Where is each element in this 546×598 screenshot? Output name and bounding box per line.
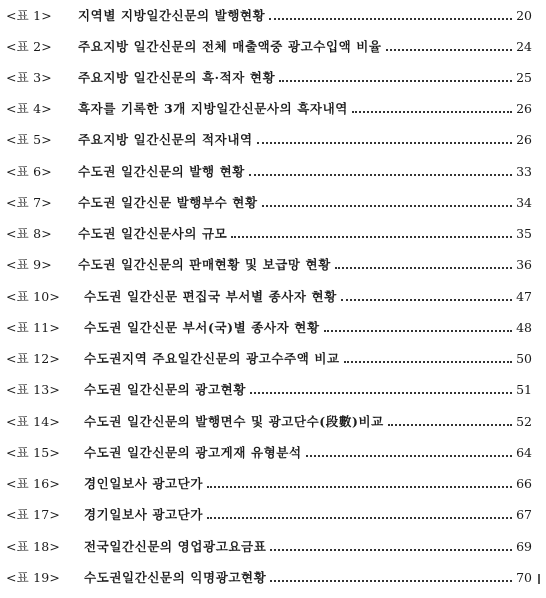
table-title: 전국일간신문의 영업광고요금표	[84, 539, 267, 554]
page-number: 51	[516, 382, 532, 397]
table-title: 수도권 일간신문의 광고현황	[84, 382, 247, 397]
table-title: 수도권 일간신문사의 규모	[78, 226, 228, 241]
page-number: 26	[516, 101, 532, 116]
toc-entry	[6, 160, 532, 180]
page-number: 64	[516, 445, 532, 460]
table-title: 주요지방 일간신문의 전체 매출액중 광고수입액 비율	[78, 39, 382, 54]
dot-leader	[388, 424, 512, 426]
table-number: <표 9>	[6, 257, 52, 272]
table-number: <표 16>	[6, 476, 61, 491]
page-number: 20	[516, 8, 532, 23]
page-number: 24	[516, 39, 532, 54]
page-number: 26	[516, 132, 532, 147]
page-number: 70	[516, 570, 532, 585]
page-number: 69	[516, 539, 532, 554]
page-number: 52	[516, 414, 532, 429]
toc-entry	[6, 566, 532, 586]
toc-entry	[6, 285, 532, 305]
toc-entry	[6, 503, 532, 523]
table-number: <표 4>	[6, 101, 52, 116]
dot-leader	[207, 486, 512, 488]
dot-leader	[344, 361, 512, 363]
dot-leader	[250, 392, 512, 394]
table-number: <표 7>	[6, 195, 52, 210]
page-number: 47	[516, 289, 532, 304]
page-number: 33	[516, 164, 532, 179]
table-number: <표 3>	[6, 70, 52, 85]
table-number: <표 17>	[6, 507, 61, 522]
toc-entry	[6, 316, 532, 336]
toc-entry	[6, 253, 532, 273]
page-number: 34	[516, 195, 532, 210]
toc-entry	[6, 441, 532, 461]
page-number: 48	[516, 320, 532, 335]
dot-leader	[262, 205, 512, 207]
toc-entry	[6, 128, 532, 148]
toc-entry	[6, 66, 532, 86]
dot-leader	[306, 455, 512, 457]
dot-leader	[279, 80, 512, 82]
toc-entry	[6, 4, 532, 24]
toc-entry	[6, 35, 532, 55]
table-title: 지역별 지방일간신문의 발행현황	[78, 8, 266, 23]
dot-leader	[269, 18, 512, 20]
dot-leader	[335, 267, 512, 269]
table-title: 경인일보사 광고단가	[84, 476, 204, 491]
page-number: 36	[516, 257, 532, 272]
page-number: 35	[516, 226, 532, 241]
table-number: <표 15>	[6, 445, 61, 460]
table-number: <표 19>	[6, 570, 61, 585]
dot-leader	[386, 49, 512, 51]
dot-leader	[270, 580, 512, 582]
table-title: 수도권 일간신문의 광고게재 유형분석	[84, 445, 302, 460]
dot-leader	[231, 236, 512, 238]
toc-entry	[6, 222, 532, 242]
table-number: <표 11>	[6, 320, 61, 335]
table-number: <표 2>	[6, 39, 52, 54]
page-number: 67	[516, 507, 532, 522]
dot-leader	[352, 111, 512, 113]
table-title: 수도권지역 주요일간신문의 광고수주액 비교	[84, 351, 340, 366]
scan-edge-mark	[538, 574, 540, 584]
page-number: 50	[516, 351, 532, 366]
table-title: 주요지방 일간신문의 적자내역	[78, 132, 253, 147]
toc-entry	[6, 472, 532, 492]
table-number: <표 13>	[6, 382, 61, 397]
table-title: 수도권 일간신문의 발행 현황	[78, 164, 245, 179]
dot-leader	[249, 174, 512, 176]
table-title: 수도권일간신문의 익명광고현황	[84, 570, 267, 585]
dot-leader	[270, 549, 512, 551]
table-number: <표 8>	[6, 226, 52, 241]
table-number: <표 6>	[6, 164, 52, 179]
table-title: 수도권 일간신문의 발행면수 및 광고단수(段數)비교	[84, 414, 384, 429]
toc-entry	[6, 347, 532, 367]
toc-entry	[6, 191, 532, 211]
dot-leader	[324, 330, 512, 332]
toc-entry	[6, 378, 532, 398]
toc-entry	[6, 97, 532, 117]
dot-leader	[207, 517, 512, 519]
table-number: <표 1>	[6, 8, 52, 23]
page-number: 25	[516, 70, 532, 85]
table-title: 수도권 일간신문 발행부수 현황	[78, 195, 258, 210]
page-number: 66	[516, 476, 532, 491]
table-title: 수도권 일간신문 부서(국)별 종사자 현황	[84, 320, 320, 335]
toc-entry	[6, 410, 532, 430]
table-title: 주요지방 일간신문의 흑·적자 현황	[78, 70, 276, 85]
dot-leader	[257, 142, 512, 144]
table-title: 수도권 일간신문의 판매현황 및 보급망 현황	[78, 257, 331, 272]
dot-leader	[341, 299, 512, 301]
table-number: <표 10>	[6, 289, 61, 304]
table-title: 경기일보사 광고단가	[84, 507, 204, 522]
table-title: 수도권 일간신문 편집국 부서별 종사자 현황	[84, 289, 337, 304]
toc-entry	[6, 535, 532, 555]
table-number: <표 5>	[6, 132, 52, 147]
table-number: <표 12>	[6, 351, 61, 366]
table-number: <표 14>	[6, 414, 61, 429]
table-title: 흑자를 기록한 3개 지방일간신문사의 흑자내역	[78, 101, 348, 116]
table-number: <표 18>	[6, 539, 61, 554]
